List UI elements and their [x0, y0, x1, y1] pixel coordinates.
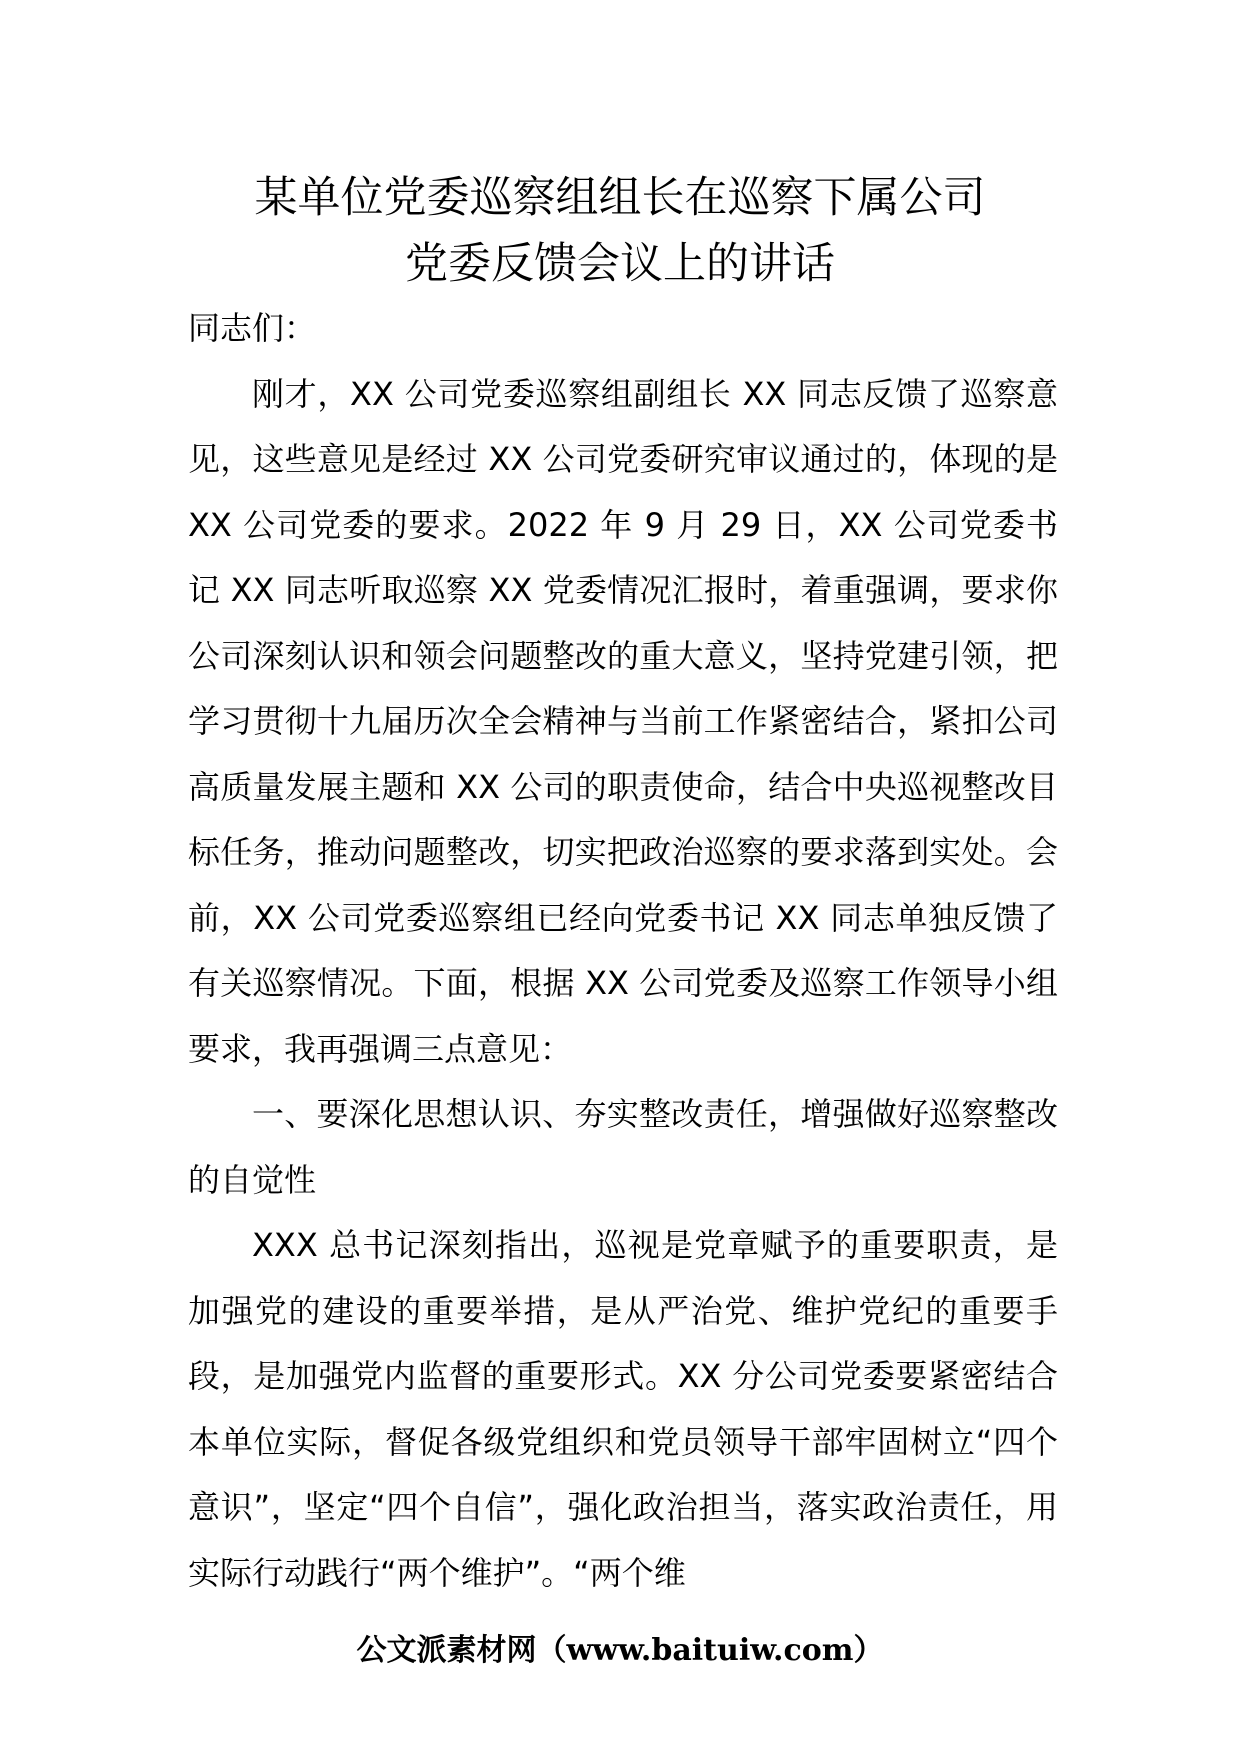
title-line-2: 党委反馈会议上的讲话 — [405, 239, 835, 289]
footer-source: 公文派素材网（www.baituiw.com） — [356, 1633, 884, 1668]
title-line-1: 某单位党委巡察组组长在巡察下属公司 — [254, 173, 986, 223]
section-heading-1: 一、要深化思想认识、夯实整改责任，增强做好巡察整改的自觉性 — [188, 1095, 1058, 1199]
paragraph-section-1: XXX 总书记深刻指出，巡视是党章赋予的重要职责，是加强党的建设的重要举措，是从严治党、维护党纪的重要手段，是加强党内监督的重要形式。XX 分公司党委要紧密结合本单位实际，督促各级党组织和党员领导干部牢固树立“四个意识”，坚定“四个自信”，强化政治担当，落实政治责任，用实际行动践行“两个维护”。“两个维 — [188, 1226, 1058, 1592]
salutation: 同志们： — [188, 309, 317, 347]
document-title — [150, 165, 1090, 297]
paragraph-intro: 刚才，XX 公司党委巡察组副组长 XX 同志反馈了巡察意见，这些意见是经过 XX 公司党委研究审议通过的，体现的是 XX 公司党委的要求。2022 年 9 月 29 日，XX 公司党委书记 XX 同志听取巡察 XX 党委情况汇报时，着重强调，要求你公司深刻认识和领会问题整改的重大意义，坚持党建引领，把学习贯彻十九届历次全会精神与当前工作紧密结合，紧扣公司高质量发展主题和 XX 公司的职责使命，结合中央巡视整改目标任务，推动问题整改，切实把政治巡察的要求落到实处。会前，XX 公司党委巡察组已经向党委书记 XX 同志单独反馈了有关巡察情况。下面，根据 XX 公司党委及巡察工作领导小组要求，我再强调三点意见： — [188, 374, 1058, 1068]
document-body — [188, 296, 1058, 1606]
